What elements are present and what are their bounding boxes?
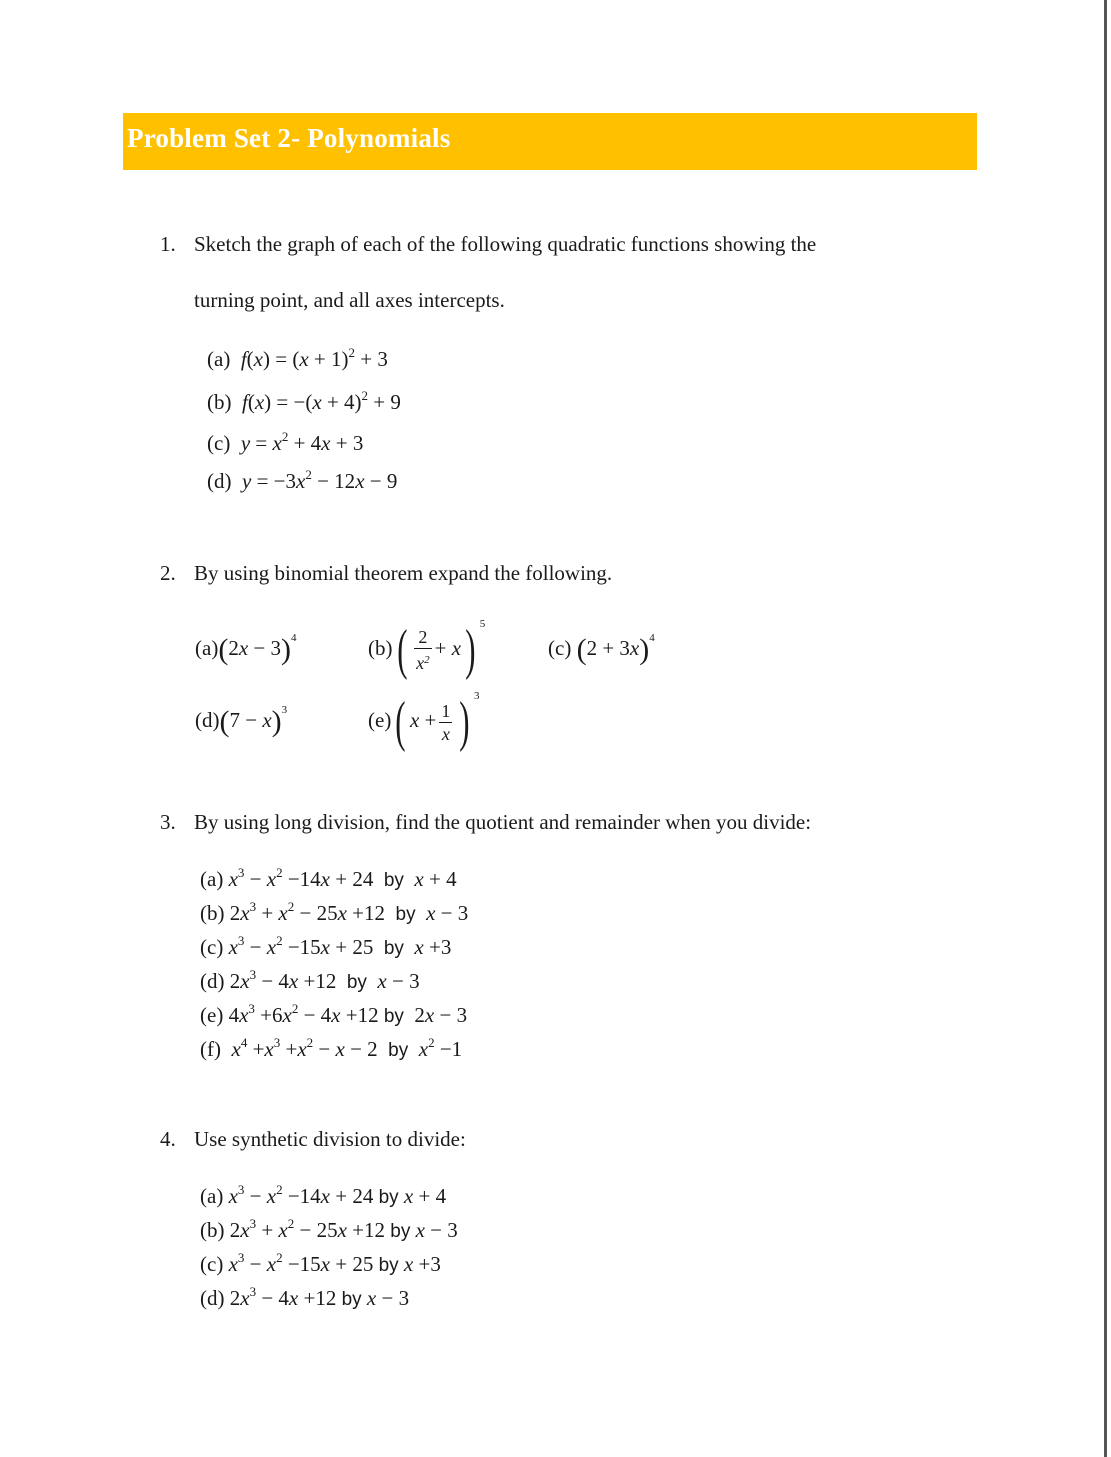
- q2-item-b: (b)( $\frac{2}{x^2}$ + x) $^5$: [368, 617, 486, 681]
- question-2-text: By using binomial theorem expand the following.: [194, 561, 613, 585]
- item-label: (c): [200, 935, 224, 959]
- math-expression: $y = x^2 + 4x + 3$: [240, 429, 364, 455]
- q2-item-a: $(a)(2x - 3)^4$: [195, 632, 297, 666]
- by-word: by: [383, 870, 404, 891]
- by-word: by: [383, 938, 404, 959]
- item-label: (a): [200, 867, 224, 891]
- item-label: (c): [548, 636, 572, 660]
- item-label: (b): [200, 1218, 225, 1242]
- question-1-number: 1.: [160, 232, 176, 256]
- by-word: by: [390, 1221, 411, 1242]
- item-label: (e): [200, 1003, 224, 1027]
- question-3-number: 3.: [160, 810, 176, 834]
- fraction-2-over-x2: $\frac{2}{x^2}$: [416, 627, 430, 673]
- item-label: (b): [207, 390, 232, 414]
- item-label: (d): [200, 969, 225, 993]
- q4-item-c: (c) $x^3 - x^2 -15x + 25$ by x +3: [200, 1250, 441, 1276]
- q1-item-b: [207, 390, 401, 414]
- item-label: (e): [368, 707, 392, 732]
- by-word: by: [341, 1289, 362, 1310]
- q3-item-b: (b) $2x^3 + x^2 - 25x +12$ by x − 3: [200, 899, 469, 925]
- q3-item-d: (d) $2x^3 - 4x +12$ by x − 3: [200, 967, 420, 993]
- q1-item-d: [207, 469, 397, 493]
- by-word: by: [388, 1040, 409, 1061]
- page-edge: [1104, 0, 1107, 1457]
- math-expression: $f(x) = (x + 1)^2 + 3$: [240, 345, 388, 371]
- item-label: (a): [195, 636, 219, 660]
- by-word: by: [383, 1006, 404, 1027]
- q4-item-b: (b) $2x^3 + x^2 - 25x +12$ by x − 3: [200, 1216, 458, 1242]
- q2-item-d: $(d)(7 - x)^3$: [195, 704, 288, 738]
- q1-item-c: [207, 431, 363, 455]
- fraction-1-over-x: $\frac{1}{x}$: [441, 700, 451, 744]
- question-3-text: By using long division, find the quotient and remainder when you divide:: [194, 810, 812, 834]
- item-label: (c): [200, 1252, 224, 1276]
- q2-item-e: (e)( x + $\frac{1}{x}$ ) $^3$: [368, 689, 480, 753]
- by-word: by: [346, 972, 367, 993]
- item-label: (a): [200, 1184, 224, 1208]
- item-label: (d): [207, 469, 232, 493]
- q3-item-e: (e) $4x^3 +6x^2 - 4x +12$ by 2x − 3: [200, 1001, 468, 1027]
- item-label: (d): [200, 1286, 225, 1310]
- q1-item-a: [207, 347, 388, 371]
- item-label: (a): [207, 347, 231, 371]
- by-word: by: [378, 1255, 399, 1276]
- question-1-text: Sketch the graph of each of the following quadratic functions showing the: [194, 232, 817, 256]
- q3-item-f: (f) $x^4 +x^3 +x^2 - x - 2$ by $x^2 -1$: [200, 1035, 463, 1061]
- title-banner: [123, 113, 977, 170]
- item-label: (b): [200, 901, 225, 925]
- by-word: by: [378, 1187, 399, 1208]
- item-label: (f): [200, 1037, 221, 1061]
- question-4-number: 4.: [160, 1127, 176, 1151]
- item-label: (c): [207, 431, 231, 455]
- q2-item-c: (c) $(2 + 3x)^4$: [548, 632, 655, 666]
- item-label: (d): [195, 708, 220, 732]
- q4-item-d: (d) $2x^3 - 4x +12$ by x − 3: [200, 1284, 410, 1310]
- math-expression: $y = -3x^2 - 12x - 9$: [242, 467, 398, 493]
- question-2-number: 2.: [160, 561, 176, 585]
- q3-item-a: (a) $x^3 - x^2 -14x + 24$ by x + 4: [200, 865, 457, 891]
- question-1-text-cont: turning point, and all axes intercepts.: [194, 288, 505, 312]
- item-label: (b): [368, 635, 393, 660]
- page-title: Problem Set 2- Polynomials: [127, 123, 451, 153]
- q3-item-c: (c) $x^3 - x^2 -15x + 25$ by x +3: [200, 933, 452, 959]
- by-word: by: [395, 904, 416, 925]
- q4-item-a: (a) $x^3 - x^2 -14x + 24$ by x + 4: [200, 1182, 447, 1208]
- question-4-text: Use synthetic division to divide:: [194, 1127, 466, 1151]
- math-expression: $f(x) = -(x + 4)^2 + 9$: [242, 388, 401, 414]
